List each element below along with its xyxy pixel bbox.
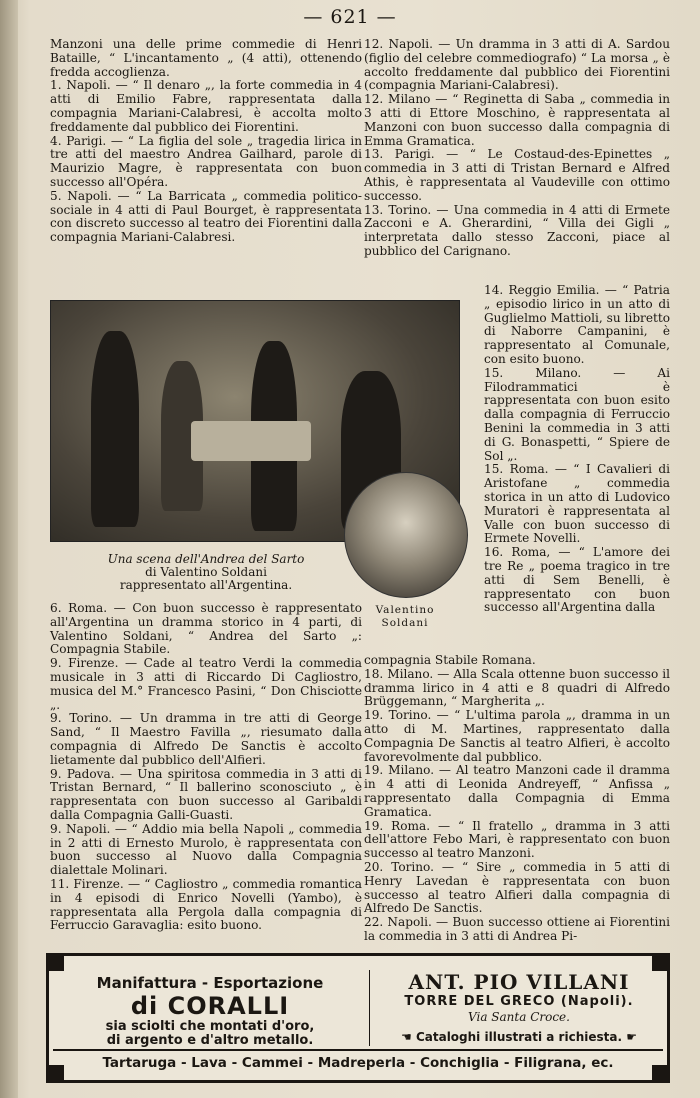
paragraph: 16. Roma, — “ L'amore dei tre Re „ poema tragico in tre atti di Sem Benelli, è rappresentato con buon successo all'Argentina dalla [484,545,670,615]
ad-company-street: Via Santa Croce. [468,1010,570,1024]
paragraph: 15. Milano. — Ai Filodrammatici è rappresentata con buon esito dalla compagnia di Ferruccio Benini la commedia in 3 atti di G. Bonaspetti, “ Spiere de Sol „. [484,365,670,463]
paragraph: 11. Firenze. — “ Cagliostro „ commedia romantica in 4 episodi di Enrico Novelli (Yambo), è rappresentata alla Pergola dalla compagnia di Ferruccio Garavaglia: esito buono. [50,876,362,933]
paragraph: 12. Napoli. — Un dramma in 3 atti di A. Sardou (figlio del celebre commediografo) “ La morsa „ è accolto freddamente dal pubblico dei Fiorentini (compagnia Mariani-Calabresi). [364,37,670,93]
paragraph: 9. Napoli. — “ Addio mia bella Napoli „ commedia in 2 atti di Ernesto Murolo, è rappresentata con buon successo al Nuovo dalla Compagnia dialettale Molinari. [50,821,362,878]
ad-catalog-text: Cataloghi illustrati a richiesta. [415,1030,623,1044]
paragraph: 20. Torino. — “ Sire „ commedia in 5 atti di Henry Lavedan è rappresentata con buon successo al teatro Alfieri dalla compagnia di Alfredo De Sanctis. [364,859,670,916]
photo-table [191,421,311,461]
hand-pointer-right-icon: ☛ [622,1030,637,1044]
paragraph: 15. Roma. — “ I Cavalieri di Aristofane „ commedia storica in un atto di Ludovico Muratori è rappresentata al Valle con buon successo di Ermete Novelli. [484,462,670,546]
paragraph: 4. Parigi. — “ La figlia del sole „ tragedia lirica in tre atti del maestro Andrea Gailhard, parole di Maurizio Magre, è rappresentata con buon successo all'Opéra. [50,133,362,189]
paragraph: 13. Torino. — Una commedia in 4 atti di Ermete Zacconi e A. Gherardini, “ Villa dei Gigli „ interpretata dallo stesso Zacconi, piace al pubblico del Carignano. [364,202,670,258]
paragraph: 12. Milano — “ Reginetta di Saba „ commedia in 3 atti di Ettore Moschino, è rappresentata al Manzoni con buon successo dalla compagnia di Emma Gramatica. [364,92,670,148]
advertisement-box [46,953,670,1083]
paragraph: 6. Roma. — Con buon successo è rappresentato all'Argentina un dramma storico in 4 parti, di Valentino Soldani, “ Andrea del Sarto „: Compagnia Stabile. [50,601,362,657]
ad-company-city: TORRE DEL GRECO (Napoli). [404,994,634,1009]
paragraph: 19. Torino. — “ L'ultima parola „, dramma in un atto di M. Martines, rappresentato dalla Compagnia De Sanctis al teatro Alfieri, è accolto favorevolmente dal pubblico. [364,708,670,764]
ad-company-name: ANT. PIO VILLANI [408,970,630,994]
left-column-top [50,38,362,245]
paragraph: 14. Reggio Emilia. — “ Patria „ episodio lirico in un atto di Guglielmo Mattioli, su libretto di Naborre Campanini, è rappresentato al Comunale, con esito buono. [484,283,670,366]
hand-pointer-left-icon: ☚ [401,1030,416,1044]
photo-figure [91,331,139,527]
right-column-bottom [364,654,670,944]
paragraph: 19. Roma. — “ Il fratello „ dramma in 3 atti dell'attore Febo Mari, è rappresentato con buon successo al teatro Manzoni. [364,818,670,861]
paragraph: 5. Napoli. — “ La Barricata „ commedia politico-sociale in 4 atti di Paul Bourget, è rappresentata con discreto successo al teatro dei Fiorentini dalla compagnia Mariani-Calabresi. [50,188,362,245]
caption-line: Una scena dell'Andrea del Sarto [107,552,305,566]
book-spine-shadow [0,0,18,1098]
caption-line: Soldani [381,617,429,629]
ad-corner [46,953,64,971]
caption-line: di Valentino Soldani [145,565,267,579]
paragraph: 1. Napoli. — “ Il denaro „, la forte commedia in 4 atti di Emilio Fabre, rappresentata dalla compagnia Mariani-Calabresi, è accolta molto freddamente dal pubblico dei Fiorentini. [50,78,362,134]
paragraph: 9. Torino. — Un dramma in tre atti di George Sand, “ Il Maestro Favilla „, riesumato dalla compagnia di Alfredo De Sanctis è accolto lietamente dal pubblico dell'Alfieri. [50,711,362,767]
ad-coralli-title: di CORALLI [130,992,290,1020]
ad-line: di argento e d'altro metallo. [106,1033,314,1048]
paragraph: 9. Firenze. — Cade al teatro Verdi la commedia musicale in 3 atti di Riccardo Di Cagliostro, musica del M.° Francesco Pasini, “ Don Chisciotte „. [50,656,362,712]
ad-corner [652,953,670,971]
paragraph: 13. Parigi. — “ Le Costaud-des-Epinettes „ commedia in 3 atti di Tristan Bernard e Alfred Athis, è rappresentata al Vaudeville con ottimo successo. [364,147,670,203]
paragraph: 18. Milano. — Alla Scala ottenne buon successo il dramma lirico in 4 atti e 8 quadri di Alfredo Brüggemann, “ Margherita „. [364,666,670,709]
paragraph: 9. Padova. — Una spiritosa commedia in 3 atti di Tristan Bernard, “ Il ballerino sconosciuto „ è rappresentata con buon successo al Garibaldi dalla Compagnia Galli-Guasti. [50,766,362,822]
page-number: — 621 — [303,6,397,28]
right-column-narrow [484,284,670,615]
right-column-top [364,38,670,259]
portrait-photo [344,472,468,598]
ad-divider [369,970,370,1046]
photo-caption [50,553,362,592]
ad-description [57,1020,363,1048]
ad-line: sia sciolti che montati d'oro, [105,1019,315,1034]
caption-line: Valentino [375,604,435,616]
ad-rule [53,1049,663,1051]
paragraph: compagnia Stabile Romana. [364,653,536,667]
paragraph: 22. Napoli. — Buon successo ottiene ai Fiorentini la commedia in 3 atti di Andrea Pi- [364,915,670,943]
caption-line: rappresentato all'Argentina. [119,578,293,592]
ad-products-line: Tartaruga - Lava - Cammei - Madreperla - Conchiglia - Filigrana, ec. [102,1055,614,1071]
ad-catalog-line [375,1030,663,1044]
left-column-bottom [50,602,362,933]
paragraph: 19. Milano. — Al teatro Manzoni cade il dramma in 4 atti di Leonida Andreyeff, “ Anfissa „ rappresentato dalla Compagnia di Emma Gramatica. [364,763,670,819]
portrait-caption [360,604,450,630]
ad-manufacture-label: Manifattura - Esportazione [96,974,324,992]
paragraph: Manzoni una delle prime commedie di Henri Bataille, “ L'incantamento „ (4 atti), ottenendo fredda accoglienza. [50,37,362,79]
